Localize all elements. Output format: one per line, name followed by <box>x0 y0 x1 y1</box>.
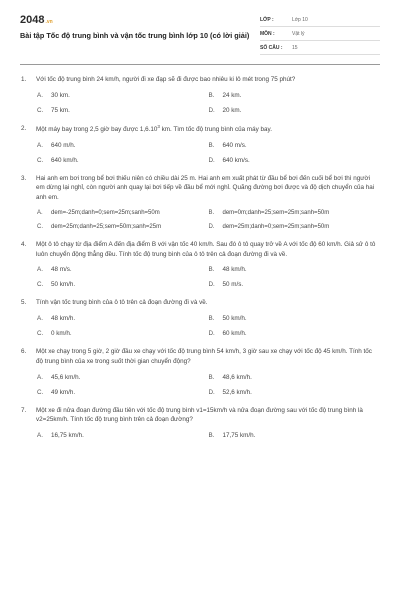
answer-letter: B. <box>208 373 215 381</box>
answer-option[interactable] <box>37 157 209 164</box>
answer-letter: B. <box>208 266 215 274</box>
document-meta <box>260 14 380 56</box>
logo-suffix: .vn <box>45 19 53 25</box>
answer-letter: A. <box>37 91 43 99</box>
answer-letter: C. <box>37 330 44 338</box>
question-body: Với tốc độ trung bình 24 km/h, người đi xe đạp sẽ đi được bao nhiêu ki lô mét trong 75 phút? <box>36 76 296 83</box>
answer-options <box>37 432 380 439</box>
answer-text: 50 km/h. <box>222 315 247 323</box>
answer-option[interactable] <box>209 432 381 439</box>
answer-option[interactable] <box>209 330 381 337</box>
answer-option[interactable] <box>37 210 209 216</box>
meta-row-count <box>260 42 380 55</box>
question-number: 3. <box>21 174 27 182</box>
answer-letter: D. <box>208 330 215 338</box>
question-2 <box>20 124 380 164</box>
answer-letter: B. <box>208 91 215 99</box>
answer-letter: A. <box>37 266 43 274</box>
question-body: Một xe đi nửa đoạn đường đầu tiên với tốc độ trung bình v1=15km/h và nửa đoạn đường sau với tốc độ trung bình là v2=25km/h. Tính tốc độ trung bình trên cả đoạn đường? <box>36 406 363 424</box>
question-text <box>20 124 380 135</box>
site-logo[interactable] <box>20 14 250 26</box>
answer-option[interactable] <box>209 266 381 273</box>
answer-letter: C. <box>37 223 43 230</box>
answer-option[interactable] <box>37 330 209 337</box>
question-text-after: km. Tìm tốc độ trung bình của máy bay. <box>159 125 272 133</box>
answer-option[interactable] <box>37 266 209 273</box>
answer-option[interactable] <box>209 107 381 114</box>
answer-text: 17,75 km/h. <box>222 432 256 440</box>
answer-letter: A. <box>37 315 43 323</box>
answer-option[interactable] <box>209 224 381 230</box>
answer-letter: D. <box>208 281 215 289</box>
answer-option[interactable] <box>209 157 381 164</box>
header-divider <box>20 64 380 65</box>
answer-text: dem=-25m;danh=0;sem=25m;sanh=50m <box>51 209 160 216</box>
answer-text: 48 km/h. <box>222 266 247 274</box>
meta-label: MÔN : <box>260 31 275 37</box>
answer-option[interactable] <box>37 107 209 114</box>
answer-option[interactable] <box>37 92 209 99</box>
question-number: 5. <box>21 299 27 307</box>
answer-option[interactable] <box>37 281 209 288</box>
answer-text: 48 km/h. <box>51 315 76 323</box>
answer-letter: B. <box>208 432 215 440</box>
document-header <box>20 12 380 56</box>
answer-text: 0 km/h. <box>51 330 72 338</box>
answer-letter: D. <box>208 388 215 396</box>
answer-options <box>37 142 380 164</box>
meta-label: LỚP : <box>260 17 274 23</box>
answer-options <box>37 315 380 337</box>
question-exponent: 3 <box>157 123 160 129</box>
answer-text: 640 km/s. <box>222 156 250 164</box>
answer-options <box>37 374 380 396</box>
question-number: 6. <box>21 348 27 356</box>
question-text-before: Một máy bay trong 2,5 giờ bay được 1,6.10 <box>36 125 158 133</box>
answer-text: dem=25m;danh=25;sem=50m;sanh=25m <box>51 223 162 230</box>
answer-text: 50 m/s. <box>222 281 244 289</box>
question-text <box>20 174 380 203</box>
meta-label: SỐ CÂU : <box>260 45 283 51</box>
answer-letter: A. <box>37 141 43 149</box>
answer-text: 48 m/s. <box>51 266 72 274</box>
answer-letter: A. <box>37 373 43 381</box>
answer-option[interactable] <box>209 389 381 396</box>
question-7 <box>20 406 380 440</box>
answer-option[interactable] <box>37 315 209 322</box>
answer-option[interactable] <box>209 210 381 216</box>
answer-option[interactable] <box>209 374 381 381</box>
meta-value: Vật lý <box>292 31 305 37</box>
question-1 <box>20 75 380 114</box>
answer-option[interactable] <box>209 281 381 288</box>
question-body: Một ô tô chạy từ địa điểm A đến địa điểm B với vận tốc 40 km/h. Sau đó ô tô quay trở về A với tốc độ 60 km/h. Giả sử ô tô luôn chuyển động thẳng đều. Tính tốc độ trung bình của ô tô trên cả đoạn đường đi và về. <box>36 240 376 258</box>
answer-option[interactable] <box>37 142 209 149</box>
meta-row-class <box>260 14 380 27</box>
answer-letter: C. <box>37 156 44 164</box>
answer-text: 52,6 km/h. <box>222 388 252 396</box>
answer-text: 30 km. <box>51 91 70 99</box>
answer-options <box>37 92 380 114</box>
question-4 <box>20 240 380 289</box>
question-6 <box>20 347 380 396</box>
logo-text: 2048 <box>20 14 45 26</box>
answer-option[interactable] <box>209 142 381 149</box>
question-body: Một xe chạy trong 5 giờ, 2 giờ đầu xe chạy với tốc độ trung bình 54 km/h, 3 giờ sau xe chạy với tốc độ 45 km/h. Tính tốc độ trung bình của xe trong suốt thời gian chuyển động? <box>36 348 372 365</box>
answer-text: 48,6 km/h. <box>222 373 252 381</box>
answer-text: 24 km. <box>222 91 242 99</box>
answer-letter: C. <box>37 106 44 114</box>
answer-text: 60 km/h. <box>222 330 247 338</box>
answer-option[interactable] <box>37 389 209 396</box>
answer-text: 45,6 km/h. <box>51 373 81 381</box>
meta-row-subject <box>260 28 380 41</box>
answer-letter: D. <box>208 106 215 114</box>
answer-option[interactable] <box>209 315 381 322</box>
answer-text: 49 km/h. <box>51 388 76 396</box>
answer-text: 75 km. <box>51 106 70 114</box>
answer-text: 50 km/h. <box>51 281 76 289</box>
answer-letter: A. <box>37 209 43 216</box>
answer-option[interactable] <box>37 432 209 439</box>
question-body: Hai anh em bơi trong bể bơi thiếu niên có chiều dài 25 m. Hai anh em xuất phát từ đầu bể bơi đến cuối bể bơi thì người em dừng lại nghỉ, còn người anh quay lại bơi tiếp về đầu bể mới nghỉ. Quãng đường bơi được và độ dịch chuyển của hai anh em. <box>36 174 375 202</box>
question-body: Tính vận tốc trung bình của ô tô trên cả đoạn đường đi và về. <box>36 299 208 307</box>
answer-letter: B. <box>208 141 215 149</box>
answer-option[interactable] <box>37 224 209 230</box>
header-left <box>20 12 250 41</box>
answer-letter: C. <box>37 281 44 289</box>
question-3 <box>20 174 380 230</box>
answer-text: 640 km/h. <box>51 156 79 164</box>
question-body <box>36 124 380 135</box>
answer-text: 640 m/s. <box>222 141 247 149</box>
answer-text: 16,75 km/h. <box>51 432 84 440</box>
answer-text: 20 km. <box>222 106 242 114</box>
meta-value: 15 <box>292 45 298 51</box>
question-text <box>20 347 380 367</box>
answer-letter: A. <box>37 432 43 440</box>
question-text <box>20 75 380 85</box>
document-title: Bài tập Tốc độ trung bình và vận tốc trung bình lớp 10 (có lời giải) <box>20 31 250 40</box>
answer-options <box>37 210 380 230</box>
answer-text: dem=25m;danh=0;sem=25m;sanh=50m <box>222 223 330 230</box>
question-text <box>20 406 380 426</box>
question-number: 7. <box>21 406 27 414</box>
answer-options <box>37 266 380 288</box>
question-text <box>20 240 380 260</box>
answer-option[interactable] <box>37 374 209 381</box>
answer-letter: B. <box>208 315 215 323</box>
question-number: 2. <box>21 124 27 132</box>
question-5 <box>20 298 380 337</box>
answer-text: 640 m/h. <box>51 141 76 149</box>
meta-value: Lớp 10 <box>292 17 308 23</box>
question-text <box>20 298 380 308</box>
question-number: 1. <box>21 76 27 83</box>
answer-option[interactable] <box>209 92 381 99</box>
question-number: 4. <box>21 240 27 248</box>
answer-letter: D. <box>208 156 215 164</box>
answer-letter: B. <box>208 209 215 216</box>
answer-letter: C. <box>37 388 44 396</box>
answer-text: dem=0m;danh=25;sem=25m;sanh=50m <box>222 209 330 216</box>
answer-letter: D. <box>208 223 215 230</box>
